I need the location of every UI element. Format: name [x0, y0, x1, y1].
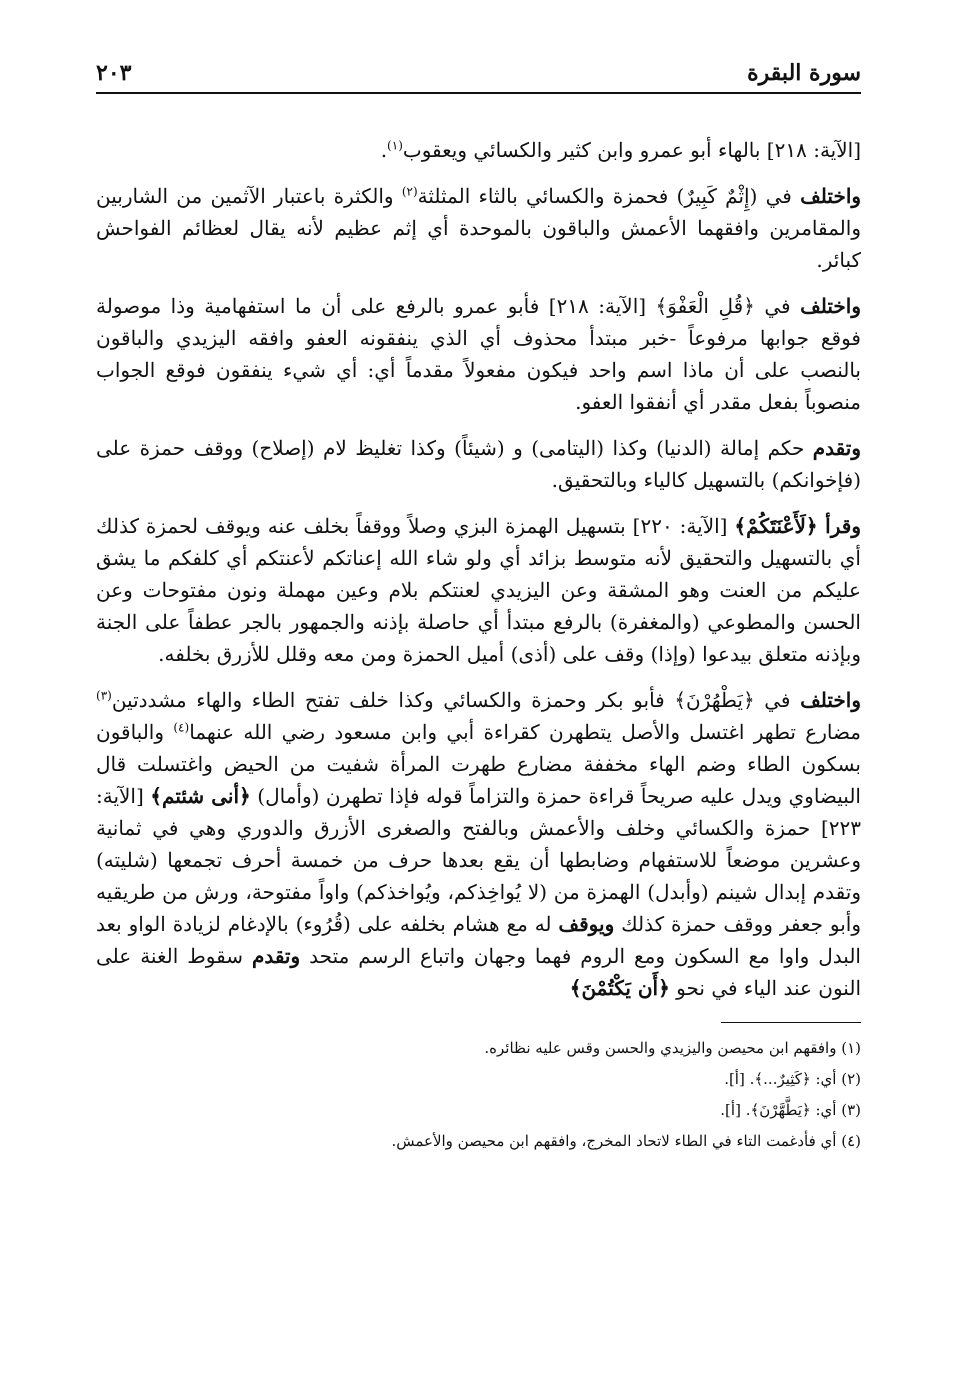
footnotes	[96, 1033, 861, 1157]
page-number: ٢٠٣	[96, 60, 132, 86]
footnote-ref[interactable]: (١)	[387, 138, 403, 153]
surah-title: سورة البقرة	[747, 60, 861, 86]
paragraph-3: واختلف في ﴿قُلِ الْعَفْوَ﴾ [الآية: ٢١٨] فأبو عمرو بالرفع على أن ما استفهامية وذا موصولة فوقع جوابها مرفوعاً -خبر مبتدأ محذوف أي الذي ينفقونه العفو وافقه اليزيدي والباقون بالنصب على أن ماذا اسم واحد فيكون مفعولاً مقدماً أي: أي شيء ينفقون فوقع الجواب منصوباً بفعل مقدر أي أنفقوا العفو.	[96, 294, 861, 414]
page-header	[96, 58, 861, 94]
footnote-ref[interactable]: (٣)	[96, 688, 112, 703]
footnote-ref[interactable]: (٤)	[173, 720, 190, 735]
paragraph-2: واختلف في (إِثْمٌ كَبِيرٌ) فحمزة والكسائي بالثاء المثلثة$^{(٢)}$ والكثرة باعتبار الآثمين من الشاربين والمقامرين وافقهما الأعمش والباقون بالموحدة أي إثم عظيم لأنه يقال لعظائم الفواحش كبائر.	[96, 184, 862, 272]
footnote-2: (٢) أي: ﴿كَثِيرٌ...﴾. [أ].	[724, 1070, 861, 1088]
footnote-4: (٤) أي فأدغمت التاء في الطاء لاتحاد المخرج، وافقهم ابن محيصن والأعمش.	[391, 1132, 861, 1150]
book-page	[96, 58, 861, 1157]
main-text	[96, 134, 861, 1004]
footnote-1: (١) وافقهم ابن محيصن واليزيدي والحسن وقس عليه نظائره.	[484, 1039, 861, 1057]
paragraph-6: واختلف في ﴿يَطْهُرْنَ﴾ فأبو بكر وحمزة والكسائي وكذا خلف تفتح الطاء والهاء مشددتين$^{(٣)}$ مضارع تطهر اغتسل والأصل يتطهرن كقراءة أبي وابن مسعود رضي الله عنهما$^{(٤)}$ والباقون بسكون الطاء وضم الهاء مخففة مضارع طهرت المرأة شفيت من الحيض واغتسلت قال البيضاوي ويدل عليه صريحاً قراءة حمزة والتزاماً قوله فإذا تطهرن (وأمال) ﴿أنى شئتم﴾ [الآية: ٢٢٣] حمزة والكسائي وخلف والأعمش وبالفتح والصغرى الأزرق والدوري وهي في ثمانية وعشرين موضعاً للاستفهام وضابطها أن يقع بعدها حرف من خمسة أحرف تجمعها (شليته) وتقدم إبدال شينم (وأبدل) الهمزة من (لا يُواخِذكم، ويُواخذكم) واواً مفتوحة، ورش من طريقيه وأبو جعفر ووقف حمزة كذلك ويوقف له مع هشام بخلفه على (قُرُوء) بالإدغام لزيادة الواو بعد البدل واوا مع السكون ومع الروم فهما وجهان واتباع الرسم متحد وتقدم سقوط الغنة على النون عند الياء في نحو ﴿أَن يَكْتُمْنَ﴾	[96, 688, 862, 1000]
footnote-divider	[721, 1022, 861, 1023]
paragraph-4: وتقدم حكم إمالة (الدنيا) وكذا (اليتامى) و (شيئاً) وكذا تغليظ لام (إصلاح) ووقف حمزة على (فإخوانكم) بالتسهيل كالياء وبالتحقيق.	[96, 436, 862, 492]
paragraph-1: [الآية: ٢١٨] بالهاء أبو عمرو وابن كثير والكسائي ويعقوب$^{(١)}$.	[380, 138, 861, 162]
paragraph-5: وقرأ ﴿لَأَعْنَتَكُمْ﴾ [الآية: ٢٢٠] بتسهيل الهمزة البزي وصلاً ووقفاً بخلف عنه ويوقف لحمزة كذلك أي بالتسهيل والتحقيق لأنه متوسط بزائد أي ولو شاء الله إعناتكم لأعنتكم أي كلفكم ما يشق عليكم من العنت وهو المشقة وعن اليزيدي لعنتكم بلام وعين مهملة ونون مفتوحات وعن الحسن والمطوعي (والمغفرة) بالرفع مبتدأ أي حاصلة بإذنه والجمهور بالجر عطفاً على الجنة وبإذنه متعلق بيدعوا (وإذا) وقف على (أذى) أميل الحمزة ومن معه وقلل للأزرق بخلفه.	[96, 514, 861, 666]
footnote-3: (٣) أي: ﴿يَطَّهَّرْنَ﴾. [أ].	[720, 1101, 861, 1119]
footnote-ref[interactable]: (٢)	[401, 184, 418, 199]
